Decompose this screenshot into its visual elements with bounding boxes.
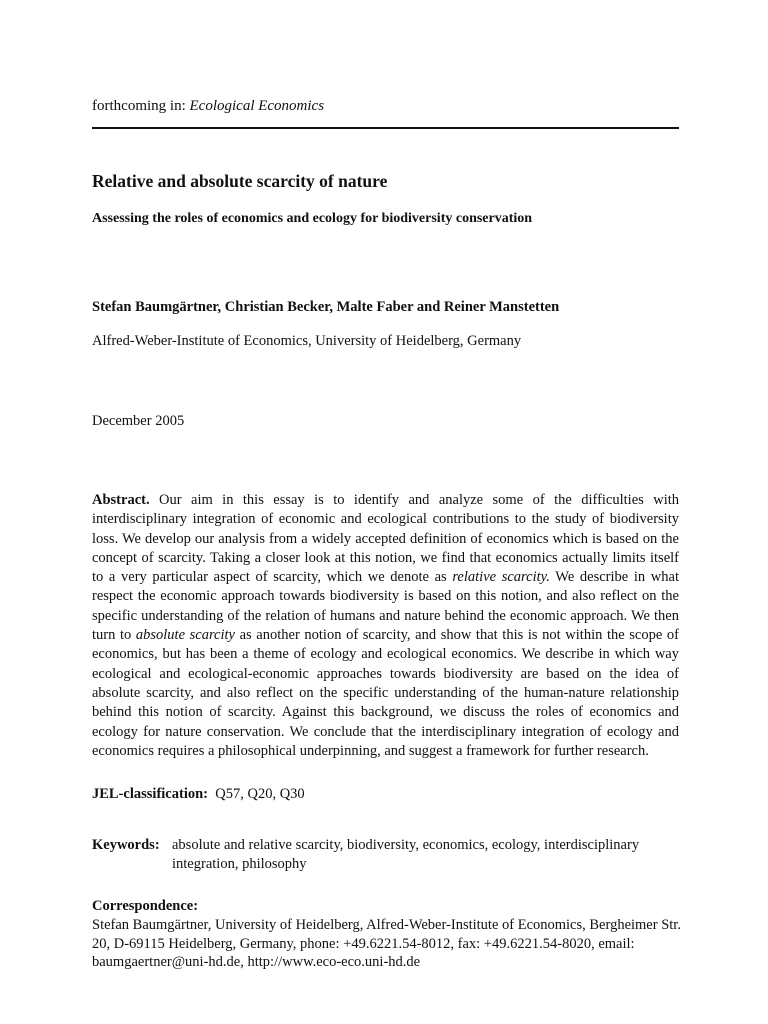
jel-classification	[92, 786, 305, 803]
abstract-label: Abstract.	[92, 492, 150, 508]
keywords-list: absolute and relative scarcity, biodiversity, economics, ecology, interdisciplinary integration, philosophy	[172, 837, 640, 872]
header-rule	[92, 127, 679, 129]
publication-note	[92, 98, 324, 115]
abstract	[92, 491, 679, 761]
publication-prefix: forthcoming in:	[92, 98, 190, 114]
paper-title: Relative and absolute scarcity of nature	[92, 171, 388, 191]
correspondence-label: Correspondence:	[92, 898, 199, 914]
author-list: Stefan Baumgärtner, Christian Becker, Malte Faber and Reiner Manstetten	[92, 299, 560, 315]
correspondence	[92, 897, 692, 972]
author-affiliation: Alfred-Weber-Institute of Economics, University of Heidelberg, Germany	[92, 333, 522, 349]
paper-subtitle: Assessing the roles of economics and ecology for biodiversity conservation	[92, 211, 533, 226]
abstract-text-1: Our aim in this essay is to identify and analyze some of the difficulties with interdisciplinary integration of economic and ecological contributions to the study of biodiversity loss. We develop our analysis from a widely accepted definition of economics which is based on the concept of scarcity. Taking a closer look at this notion, we find that economics actually limits itself to a very particular aspect of scarcity, which we denote as	[92, 492, 679, 586]
keywords-label: Keywords:	[92, 837, 160, 853]
abstract-text-3: as another notion of scarcity, and show that this is not within the scope of economics, but has been a theme of ecology and ecological economics. We describe in which way ecological and ecological-economic approaches towards biodiversity are based on the idea of absolute scarcity, and also reflect on the specific understanding of the human-nature relationship behind this notion of scarcity. Against this background, we discuss the roles of economics and ecology for nature conservation. We conclude that the interdisciplinary integration of ecology and economics requires a philosophical underpinning, and suggest a framework for further research.	[92, 627, 680, 759]
abstract-term-absolute-scarcity: absolute scarcity	[135, 627, 235, 644]
jel-label: JEL-classification:	[92, 786, 208, 802]
correspondence-text: Stefan Baumgärtner, University of Heidelberg, Alfred-Weber-Institute of Economics, Bergheimer Str. 20, D-69115 Heidelberg, Germany, phone: +49.6221.54-8012, fax: +49.6221.54-8020, email: baumgaertner@uni-hd.de, http://www.eco-eco.uni-hd.de	[92, 916, 681, 971]
abstract-text-2: We describe in what respect the economic approach towards biodiversity is based on this notion, and also reflect on the specific understanding of the relation of humans and nature behind the economic approach. We then turn to	[92, 569, 679, 644]
publication-date: December 2005	[92, 413, 185, 429]
journal-name: Ecological Economics	[189, 98, 325, 114]
keywords	[92, 836, 692, 873]
abstract-term-relative-scarcity: relative scarcity.	[452, 569, 550, 586]
jel-codes: Q57, Q20, Q30	[215, 786, 305, 802]
